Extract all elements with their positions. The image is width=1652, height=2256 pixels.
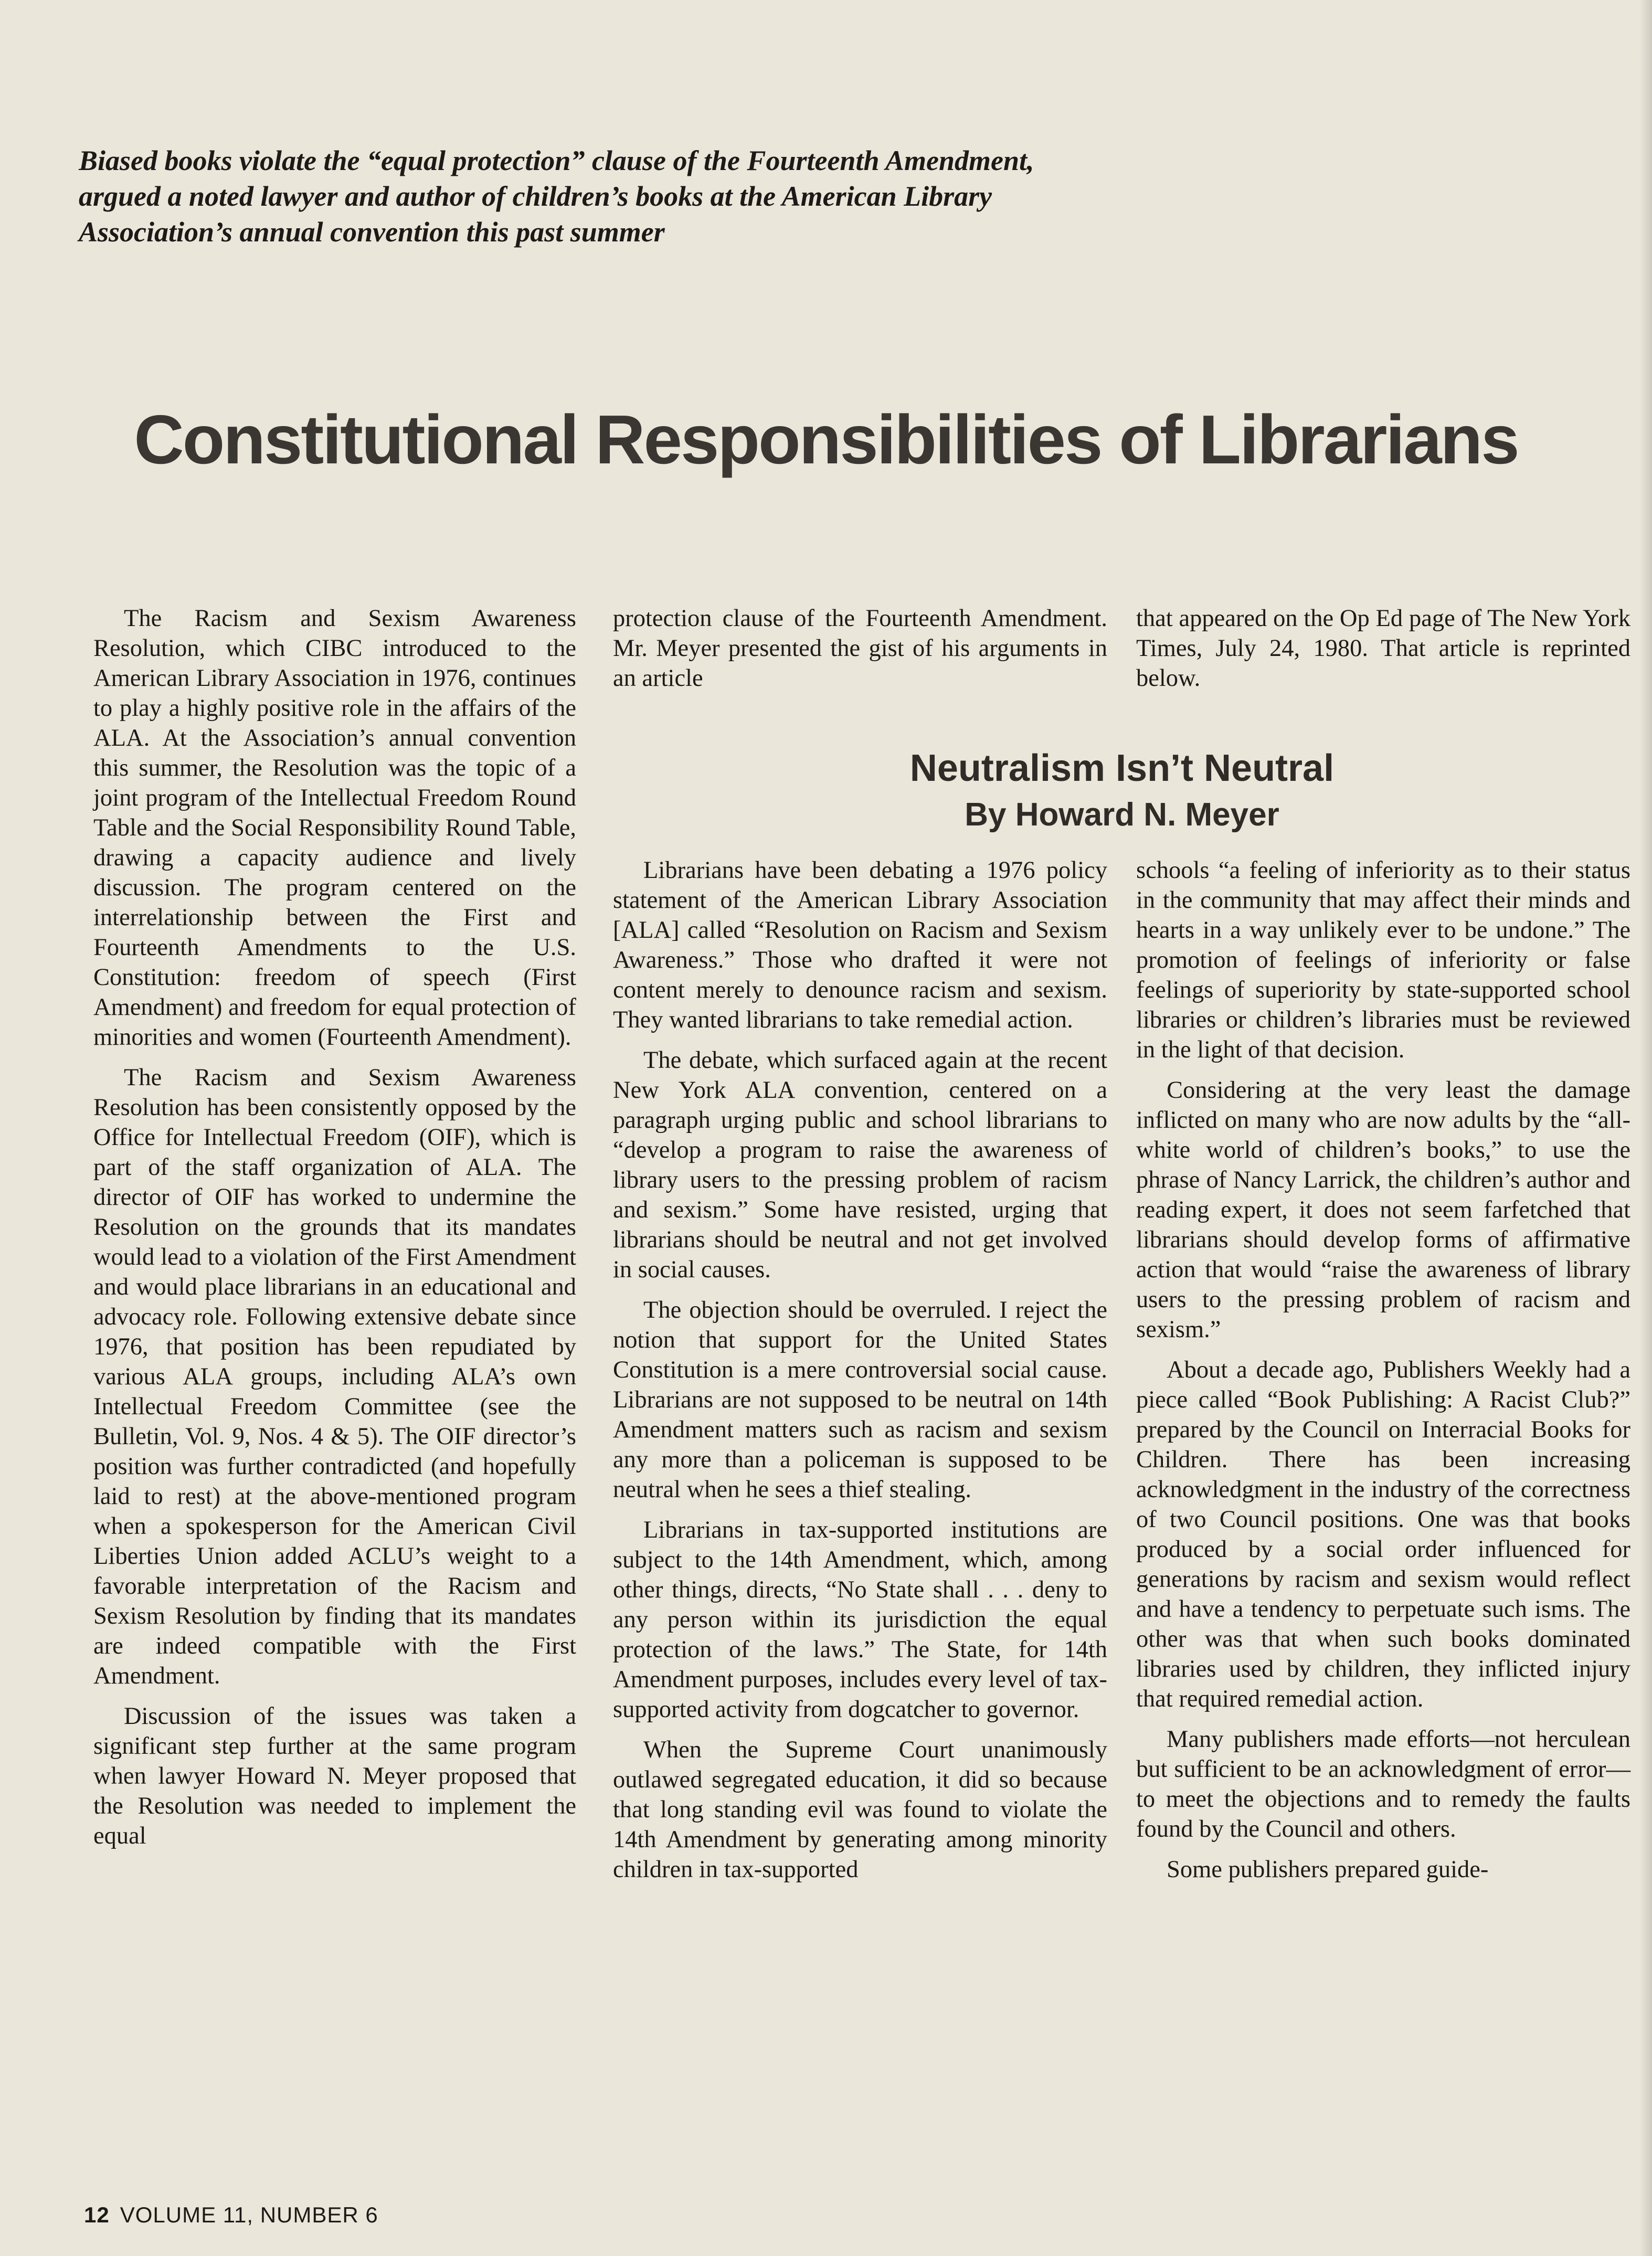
article-paragraph: Many publishers made efforts—not herculean but sufficient to be an acknowledgment of error—to meet the objections and to remedy the faults found by the Council and others. <box>1136 1726 1630 1842</box>
page-number: 12 <box>84 2202 110 2227</box>
article-column-2 <box>613 855 1107 1895</box>
article-title: Neutralism Isn’t Neutral <box>909 747 1335 789</box>
article-paragraph: Librarians in tax-supported institutions are subject to the 14th Amendment, which, among other things, directs, “No State shall . . . deny to any person within its jurisdiction the equal protection of the laws.” The State, for 14th Amendment purposes, includes every level of tax-supported activity from dogcatcher to governor. <box>613 1517 1107 1723</box>
article-paragraph: Librarians have been debating a 1976 policy statement of the American Library Association [ALA] called “Resolution on Racism and Sexism Awareness.” Those who drafted it were not content merely to denounce racism and sexism. They wanted librarians to take remedial action. <box>613 857 1107 1033</box>
page-title: Constitutional Responsibilities of Librarians <box>134 401 1518 478</box>
intro-column-2 <box>613 603 1107 704</box>
article-column-3 <box>1136 855 1630 1895</box>
intro-paragraph: The Racism and Sexism Awareness Resolution, which CIBC introduced to the American Library Association in 1976, continues to play a highly positive role in the affairs of the ALA. At the Association’s annual convention this summer, the Resolution was the topic of a joint program of the Intellectual Freedom Round Table and the Social Responsibility Round Table, drawing a capacity audience and lively discussion. The program centered on the interrelationship between the First and Fourteenth Amendments to the U.S. Constitution: freedom of speech (First Amendment) and freedom for equal protection of minorities and women (Fourteenth Amendment). <box>93 605 576 1051</box>
article-paragraph: About a decade ago, Publishers Weekly had a piece called “Book Publishing: A Racist Club?” prepared by the Council on Interracial Books for Children. There has been increasing acknowledgment in the industry of the correctness of two Council positions. One was that books produced by a social order influenced for generations by racism and sexism would reflect and have a tendency to perpetuate such isms. The other was that when such books dominated libraries used by children, they inflicted injury that required remedial action. <box>1136 1357 1630 1712</box>
intro-paragraph: Discussion of the issues was taken a significant step further at the same program when lawyer Howard N. Meyer proposed that the Resolution was needed to implement the equal <box>93 1703 576 1849</box>
article-paragraph: schools “a feeling of inferiority as to their status in the community that may affect their minds and hearts in a way unlikely ever to be undone.” The promotion of feelings of inferiority or false feelings of superiority by state-supported school libraries or children’s libraries must be reviewed in the light of that decision. <box>1136 857 1630 1063</box>
article-paragraph: The debate, which surfaced again at the recent New York ALA convention, centered on a paragraph urging public and school librarians to “develop a program to raise the awareness of library users to the pressing problem of racism and sexism.” Some have resisted, urging that librarians should be neutral and not get involved in social causes. <box>613 1047 1107 1283</box>
article-paragraph: Considering at the very least the damage inflicted on many who are now adults by the “all-white world of children’s books,” to use the phrase of Nancy Larrick, the children’s author and reading expert, it does not seem farfetched that librarians should develop forms of affirmative action that would “raise the awareness of library users to the pressing problem of racism and sexism.” <box>1136 1077 1630 1343</box>
issue-label: VOLUME 11, NUMBER 6 <box>120 2202 378 2227</box>
article-paragraph: The objection should be overruled. I reject the notion that support for the United States Constitution is a mere controversial social cause. Librarians are not supposed to be neutral on 14th Amendment matters such as racism and sexism any more than a policeman is supposed to be neutral when he sees a thief stealing. <box>613 1297 1107 1503</box>
intro-column-3 <box>1136 603 1630 704</box>
page-footer <box>84 2202 378 2228</box>
intro-paragraph: protection clause of the Fourteenth Amendment. Mr. Meyer presented the gist of his arguments in an article <box>613 605 1107 692</box>
article-byline: By Howard N. Meyer <box>965 797 1279 833</box>
intro-column-1 <box>93 603 576 1861</box>
article-deck: Biased books violate the “equal protection” clause of the Fourteenth Amendment, argued a noted lawyer and author of children’s books at the American Library Association’s annual convention this past summer <box>79 145 1034 248</box>
intro-paragraph: that appeared on the Op Ed page of The New York Times, July 24, 1980. That article is reprinted below. <box>1136 605 1630 692</box>
article-paragraph: Some publishers prepared guide- <box>1167 1856 1489 1883</box>
article-paragraph: When the Supreme Court unanimously outlawed segregated education, it did so because that long standing evil was found to violate the 14th Amendment by generating among minority children in tax-supported <box>613 1736 1107 1883</box>
intro-paragraph: The Racism and Sexism Awareness Resolution has been consistently opposed by the Office for Intellectual Freedom (OIF), which is part of the staff organization of ALA. The director of OIF has worked to undermine the Resolution on the grounds that its mandates would lead to a violation of the First Amendment and would place librarians in an educational and advocacy role. Following extensive debate since 1976, that position has been repudiated by various ALA groups, including ALA’s own Intellectual Freedom Committee (see the Bulletin, Vol. 9, Nos. 4 & 5). The OIF director’s position was further contradicted (and hopefully laid to rest) at the above-mentioned program when a spokesperson for the American Civil Liberties Union added ACLU’s weight to a favorable interpretation of the Racism and Sexism Resolution by finding that its mandates are indeed compatible with the First Amendment. <box>93 1064 576 1689</box>
page-edge-shadow <box>1639 0 1652 2256</box>
